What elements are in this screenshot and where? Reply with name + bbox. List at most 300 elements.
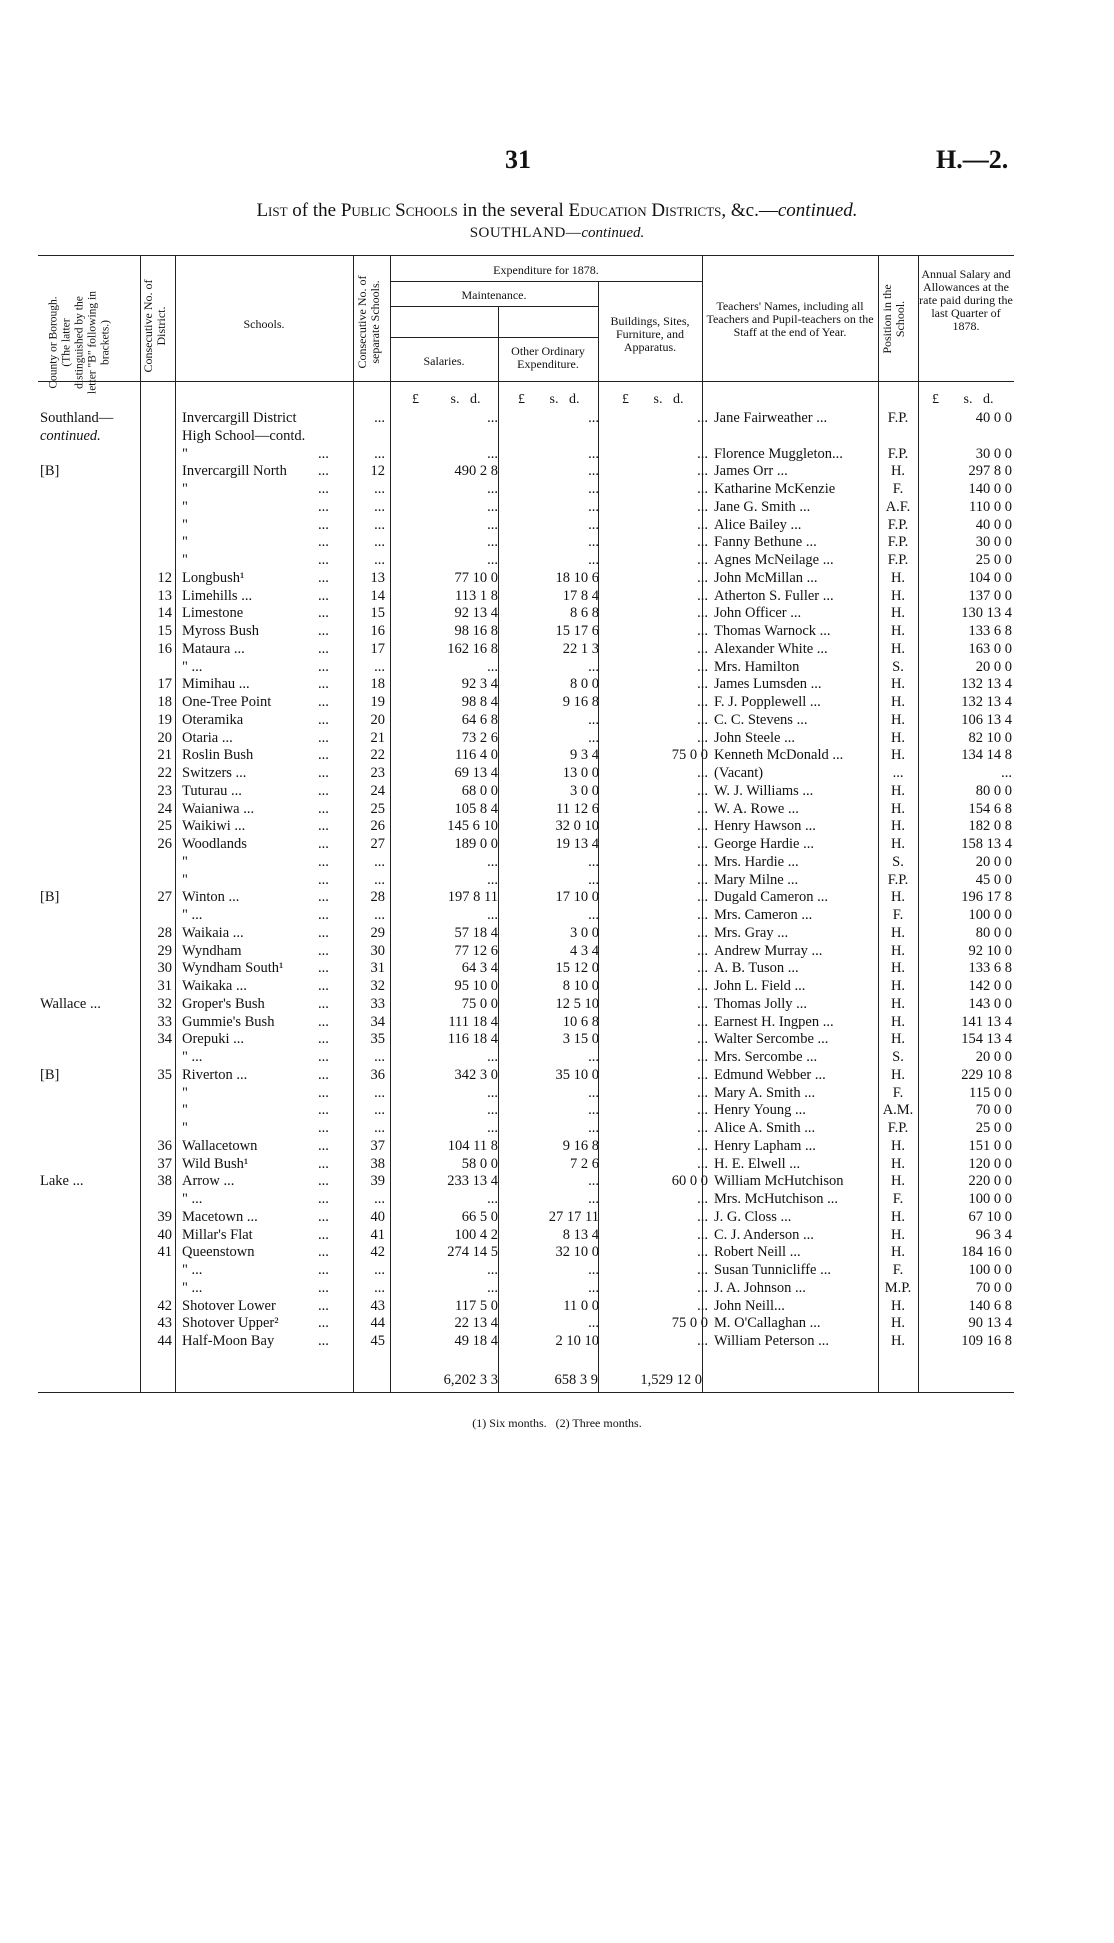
cell-pos: H. (890, 569, 906, 586)
cell-sdots: ... (318, 1191, 329, 1207)
cell-sal: 75 0 0 (461, 995, 498, 1012)
cell-consec: 12 (370, 463, 385, 480)
cell-consec: 30 (370, 942, 385, 959)
cell-teacher: Henry Lapham ... (714, 1137, 816, 1154)
cell-sal: ... (487, 1191, 498, 1207)
cell-pos: H. (890, 942, 906, 959)
cell-consec: ... (374, 1102, 385, 1119)
table-row (0, 1209, 1114, 1226)
table-row (0, 818, 1114, 835)
cell-school: " (182, 871, 188, 888)
cell-dist: 44 (157, 1333, 172, 1349)
cell-school: " ... (182, 1262, 203, 1278)
cell-build: ... (697, 1049, 708, 1065)
cell-teacher: George Hardie ... (714, 836, 814, 852)
cell-sal: ... (487, 445, 498, 462)
cell-sal: 104 11 8 (447, 1137, 498, 1154)
cell-build: ... (697, 1084, 708, 1101)
cell-teacher: Mrs. Sercombe ... (714, 1049, 818, 1065)
cell-build: ... (697, 605, 708, 622)
table-row (0, 1191, 1114, 1208)
cell-pos: H. (890, 1333, 906, 1349)
cell-dist: 39 (157, 1208, 172, 1225)
cell-consec: ... (374, 1191, 385, 1207)
cell-build: ... (697, 729, 708, 746)
cell-allow: 20 0 0 (975, 1049, 1012, 1065)
cell-dist: 17 (157, 676, 172, 693)
cell-dist: 28 (157, 924, 172, 941)
cell-consec: ... (374, 498, 385, 515)
cell-other: ... (588, 1262, 599, 1278)
cell-other: 22 1 3 (562, 640, 599, 657)
cell-sdots: ... (318, 1297, 329, 1314)
cell-teacher: Florence Muggleton... (714, 445, 843, 462)
cell-teacher: Mary Milne ... (714, 871, 799, 888)
total-salaries: 6,202 3 3 (443, 1372, 498, 1388)
header-other: Other Ordinary Expenditure. (511, 344, 585, 371)
cell-other: 18 10 6 (555, 569, 599, 586)
cell-consec: 16 (370, 623, 385, 639)
table-row (0, 1102, 1114, 1119)
cell-teacher: Edmund Webber ... (714, 1066, 826, 1083)
cell-dist: 43 (157, 1315, 172, 1332)
cell-school: Oteramika (182, 711, 244, 728)
header-teachers: Teachers' Names, including all Teachers and Pupil-teachers on the Staff at the end of Year. (706, 299, 874, 339)
cell-other: 3 0 0 (570, 782, 599, 799)
title-prefix: List (256, 200, 288, 221)
cell-school: Macetown ... (182, 1208, 258, 1225)
cell-build: ... (697, 463, 708, 480)
table-row (0, 428, 1114, 445)
cell-pos: H. (890, 729, 906, 746)
subtitle-continued: continued. (581, 225, 645, 241)
cell-allow: 100 0 0 (968, 907, 1012, 923)
unit-s: s. (653, 392, 663, 407)
cell-sdots: ... (318, 907, 329, 923)
cell-sal: 145 6 10 (447, 818, 498, 835)
cell-pos: F. (892, 1262, 904, 1278)
cell-pos: F. (892, 907, 904, 923)
cell-pos: H. (890, 605, 906, 622)
cell-dist: 23 (157, 782, 172, 799)
cell-build: ... (697, 1244, 708, 1261)
cell-consec: 34 (370, 1013, 385, 1030)
table-row (0, 517, 1114, 534)
cell-build: ... (697, 1333, 708, 1349)
cell-build: ... (697, 1226, 708, 1243)
cell-allow: 158 13 4 (961, 836, 1012, 852)
cell-pos: H. (890, 1226, 906, 1243)
cell-pos: S. (892, 1049, 904, 1065)
cell-build: ... (697, 569, 708, 586)
cell-other: 9 3 4 (570, 747, 599, 764)
table-row (0, 1280, 1114, 1297)
cell-pos: H. (890, 711, 906, 728)
unit-d: d. (568, 392, 580, 407)
cell-other: ... (588, 1173, 599, 1190)
table-row (0, 552, 1114, 569)
table-row (0, 747, 1114, 764)
cell-sal: 116 18 4 (447, 1031, 498, 1048)
cell-school: " ... (182, 1191, 203, 1207)
cell-school: " ... (182, 1049, 203, 1065)
table-row (0, 570, 1114, 587)
cell-sal: 117 5 0 (455, 1297, 498, 1314)
header-buildings: Buildings, Sites, Furniture, and Apparatus. (610, 314, 690, 354)
cell-build: ... (697, 1297, 708, 1314)
cell-pos: H. (890, 463, 906, 480)
cell-pos: H. (890, 694, 906, 710)
cell-school: " (182, 1120, 188, 1136)
cell-sdots: ... (318, 1262, 329, 1278)
cell-sdots: ... (318, 445, 329, 462)
cell-teacher: Thomas Jolly ... (714, 995, 808, 1012)
cell-pos: F. (892, 1084, 904, 1101)
cell-build: ... (697, 978, 708, 994)
cell-consec: ... (374, 1262, 385, 1278)
cell-teacher: Alexander White ... (714, 640, 828, 657)
cell-school: Limestone (182, 605, 244, 622)
cell-allow: 67 10 0 (968, 1208, 1012, 1225)
unit-d: d. (672, 392, 684, 407)
cell-allow: 96 3 4 (975, 1226, 1012, 1243)
cell-allow: 25 0 0 (975, 1120, 1012, 1136)
table-row (0, 1315, 1114, 1332)
cell-build: ... (697, 498, 708, 515)
cell-sal: 68 0 0 (461, 782, 498, 799)
cell-consec: 18 (370, 676, 385, 693)
cell-other: ... (588, 410, 599, 426)
cell-teacher: F. J. Popplewell ... (714, 694, 821, 710)
table-row (0, 1262, 1114, 1279)
cell-consec: 23 (370, 765, 385, 781)
unit-d: d. (982, 392, 994, 407)
unit-pound: £ (622, 392, 629, 407)
cell-sal: 233 13 4 (447, 1173, 498, 1190)
cell-pos: F.P. (887, 410, 909, 426)
table-row (0, 712, 1114, 729)
cell-teacher: William Peterson ... (714, 1333, 829, 1349)
cell-build: ... (697, 1013, 708, 1030)
table-row (0, 463, 1114, 480)
title-suffix: , &c.— (721, 200, 778, 221)
cell-consec: 20 (370, 711, 385, 728)
cell-pos: H. (890, 782, 906, 799)
table-row (0, 872, 1114, 889)
cell-sal: 105 8 4 (454, 800, 498, 817)
cell-allow: 100 0 0 (968, 1191, 1012, 1207)
cell-allow: 184 16 0 (961, 1244, 1012, 1261)
cell-county: [B] (40, 889, 60, 906)
cell-consec: 42 (370, 1244, 385, 1261)
table-row (0, 1067, 1114, 1084)
cell-school: Woodlands (182, 836, 247, 852)
cell-teacher: John Steele ... (714, 729, 795, 746)
cell-consec: ... (374, 552, 385, 568)
cell-allow: 120 0 0 (968, 1155, 1012, 1172)
cell-sdots: ... (318, 623, 329, 639)
cell-consec: ... (374, 516, 385, 533)
cell-sal: ... (487, 1262, 498, 1278)
cell-consec: ... (374, 410, 385, 426)
cell-school: " (182, 498, 188, 515)
cell-pos: S. (892, 853, 904, 870)
cell-allow: 182 0 8 (968, 818, 1012, 835)
cell-other: 8 13 4 (562, 1226, 599, 1243)
cell-sdots: ... (318, 782, 329, 799)
cell-other: 15 17 6 (555, 623, 599, 639)
cell-consec: 28 (370, 889, 385, 906)
cell-school: Invercargill District (182, 410, 297, 426)
cell-sdots: ... (318, 729, 329, 746)
cell-teacher: Mary A. Smith ... (714, 1084, 816, 1101)
cell-teacher: Thomas Warnock ... (714, 623, 831, 639)
cell-sal: 197 8 11 (447, 889, 498, 906)
table-row (0, 1173, 1114, 1190)
cell-sal: 73 2 6 (461, 729, 498, 746)
cell-dist: 30 (157, 960, 172, 977)
unit-pound: £ (412, 392, 419, 407)
cell-teacher: John McMillan ... (714, 569, 818, 586)
cell-teacher: Alice Bailey ... (714, 516, 802, 533)
table-row (0, 943, 1114, 960)
cell-consec: 38 (370, 1155, 385, 1172)
cell-sal: ... (487, 1279, 498, 1296)
cell-school: " (182, 516, 188, 533)
table-row (0, 1333, 1114, 1350)
table-row (0, 960, 1114, 977)
cell-pos: F.P. (887, 1120, 909, 1136)
cell-other: ... (588, 481, 599, 497)
table-row (0, 1227, 1114, 1244)
cell-other: 11 0 0 (563, 1297, 599, 1314)
cell-sal: 113 1 8 (455, 587, 498, 604)
cell-sdots: ... (318, 569, 329, 586)
cell-pos: H. (890, 1173, 906, 1190)
cell-sdots: ... (318, 534, 329, 551)
table-row (0, 836, 1114, 853)
cell-other: ... (588, 1315, 599, 1332)
cell-sal: 77 12 6 (454, 942, 498, 959)
cell-allow: 20 0 0 (975, 658, 1012, 675)
cell-teacher: Jane G. Smith ... (714, 498, 811, 515)
cell-school: Mataura ... (182, 640, 245, 657)
cell-sal: 116 4 0 (455, 747, 498, 764)
cell-allow: 133 6 8 (968, 960, 1012, 977)
table-row (0, 1085, 1114, 1102)
cell-sdots: ... (318, 747, 329, 764)
cell-allow: 20 0 0 (975, 853, 1012, 870)
cell-build: ... (697, 1191, 708, 1207)
cell-school: " (182, 1084, 188, 1101)
cell-build: ... (697, 1208, 708, 1225)
cell-dist: 15 (157, 623, 172, 639)
cell-allow: 140 0 0 (968, 481, 1012, 497)
cell-other: 8 10 0 (562, 978, 599, 994)
cell-sdots: ... (318, 765, 329, 781)
cell-sal: ... (487, 1120, 498, 1136)
cell-school: Riverton ... (182, 1066, 248, 1083)
cell-build: ... (697, 676, 708, 693)
cell-pos: H. (890, 1244, 906, 1261)
footnote: (1) Six months. (2) Three months. (472, 1416, 642, 1430)
table-row (0, 1138, 1114, 1155)
cell-other: 19 13 4 (555, 836, 599, 852)
table-row (0, 783, 1114, 800)
cell-allow: 45 0 0 (975, 871, 1012, 888)
cell-school: Wallacetown (182, 1137, 258, 1154)
cell-allow: 115 0 0 (969, 1084, 1012, 1101)
cell-build: 75 0 0 (671, 747, 708, 764)
cell-other: 17 8 4 (562, 587, 599, 604)
cell-sdots: ... (318, 1013, 329, 1030)
cell-other: ... (588, 907, 599, 923)
cell-teacher: Mrs. Hardie ... (714, 853, 799, 870)
cell-consec: 39 (370, 1173, 385, 1190)
cell-other: 12 5 10 (555, 995, 599, 1012)
cell-sdots: ... (318, 924, 329, 941)
cell-pos: F.P. (887, 871, 909, 888)
cell-allow: 132 13 4 (961, 694, 1012, 710)
cell-teacher: Henry Young ... (714, 1102, 806, 1119)
cell-school: Millar's Flat (182, 1226, 253, 1243)
cell-consec: 19 (370, 694, 385, 710)
cell-teacher: Dugald Cameron ... (714, 889, 828, 906)
cell-other: 2 10 10 (555, 1333, 599, 1349)
cell-build: ... (697, 658, 708, 675)
cell-teacher: John Neill... (714, 1297, 785, 1314)
cell-build: 60 0 0 (671, 1173, 708, 1190)
cell-sdots: ... (318, 942, 329, 959)
cell-build: ... (697, 587, 708, 604)
cell-teacher: Atherton S. Fuller ... (714, 587, 834, 604)
cell-allow: 104 0 0 (968, 569, 1012, 586)
cell-build: ... (697, 907, 708, 923)
cell-sdots: ... (318, 516, 329, 533)
header-district-no: Consecutive No. of District. (141, 279, 168, 373)
cell-sdots: ... (318, 1031, 329, 1048)
cell-build: ... (697, 1262, 708, 1278)
cell-sdots: ... (318, 463, 329, 480)
header-position: Position in the School. (880, 284, 907, 354)
cell-allow: 70 0 0 (975, 1279, 1012, 1296)
cell-teacher: H. E. Elwell ... (714, 1155, 801, 1172)
table-row (0, 534, 1114, 551)
cell-other: ... (588, 1102, 599, 1119)
cell-sdots: ... (318, 800, 329, 817)
cell-allow: 30 0 0 (975, 534, 1012, 551)
cell-school: " (182, 445, 188, 462)
cell-other: ... (588, 516, 599, 533)
cell-sdots: ... (318, 995, 329, 1012)
cell-sdots: ... (318, 1155, 329, 1172)
cell-dist: 24 (157, 800, 172, 817)
cell-school: Waikiwi ... (182, 818, 246, 835)
cell-dist: 29 (157, 942, 172, 959)
cell-teacher: Susan Tunnicliffe ... (714, 1262, 831, 1278)
cell-school: Roslin Bush (182, 747, 254, 764)
cell-sal: ... (487, 658, 498, 675)
table-row (0, 1298, 1114, 1315)
cell-sdots: ... (318, 1102, 329, 1119)
cell-consec: ... (374, 1049, 385, 1065)
title-pre-caps: of the (292, 200, 337, 221)
cell-allow: ... (1001, 765, 1012, 781)
cell-build: ... (697, 711, 708, 728)
unit-d: d. (469, 392, 481, 407)
cell-other: 10 6 8 (562, 1013, 599, 1030)
cell-allow: 154 6 8 (968, 800, 1012, 817)
cell-dist: 27 (157, 889, 172, 906)
table-row (0, 1031, 1114, 1048)
header-schools: Schools. (243, 317, 285, 331)
cell-consec: 15 (370, 605, 385, 622)
cell-teacher: James Lumsden ... (714, 676, 822, 693)
cell-allow: 134 14 8 (961, 747, 1012, 764)
cell-pos: H. (890, 836, 906, 852)
cell-other: 3 15 0 (562, 1031, 599, 1048)
cell-sdots: ... (318, 818, 329, 835)
cell-consec: ... (374, 445, 385, 462)
header-salaries: Salaries. (423, 354, 465, 368)
cell-school: One-Tree Point (182, 694, 272, 710)
cell-school: Mimihau ... (182, 676, 250, 693)
header-expenditure: Expenditure for 1878. (493, 263, 599, 277)
cell-other: 9 16 8 (562, 694, 599, 710)
cell-sdots: ... (318, 1226, 329, 1243)
cell-sal: 64 3 4 (461, 960, 498, 977)
cell-sal: ... (487, 534, 498, 551)
cell-teacher: M. O'Callaghan ... (714, 1315, 821, 1332)
cell-school: " (182, 552, 188, 568)
cell-sdots: ... (318, 1208, 329, 1225)
cell-school: High School—contd. (182, 427, 306, 444)
table-row (0, 481, 1114, 498)
cell-sdots: ... (318, 1315, 329, 1332)
cell-sal: ... (487, 1049, 498, 1065)
cell-sdots: ... (318, 552, 329, 568)
cell-sdots: ... (318, 960, 329, 977)
cell-sdots: ... (318, 1173, 329, 1190)
cell-sal: 57 18 4 (454, 924, 498, 941)
header-consecutive-schools: Consecutive No. of separate Schools. (355, 275, 382, 369)
cell-school: Switzers ... (182, 765, 247, 781)
cell-allow: 130 13 4 (961, 605, 1012, 622)
table-row (0, 765, 1114, 782)
cell-consec: ... (374, 1279, 385, 1296)
cell-allow: 100 0 0 (968, 1262, 1012, 1278)
cell-sal: 49 18 4 (454, 1333, 498, 1349)
cell-pos: H. (890, 1066, 906, 1083)
cell-other: 15 12 0 (555, 960, 599, 977)
cell-sdots: ... (318, 676, 329, 693)
cell-build: ... (697, 445, 708, 462)
cell-county: Southland— (40, 410, 114, 426)
table-row (0, 499, 1114, 516)
cell-allow: 142 0 0 (968, 978, 1012, 994)
cell-pos: H. (890, 640, 906, 657)
cell-sal: ... (487, 871, 498, 888)
cell-dist: 13 (157, 587, 172, 604)
cell-build: ... (697, 1120, 708, 1136)
cell-pos: H. (890, 1013, 906, 1030)
cell-other: 32 10 0 (555, 1244, 599, 1261)
cell-sal: 98 8 4 (461, 694, 498, 710)
title-caps2: Education Districts (568, 200, 722, 221)
cell-teacher: Henry Hawson ... (714, 818, 816, 835)
cell-dist: 38 (157, 1173, 172, 1190)
cell-build: ... (697, 765, 708, 781)
